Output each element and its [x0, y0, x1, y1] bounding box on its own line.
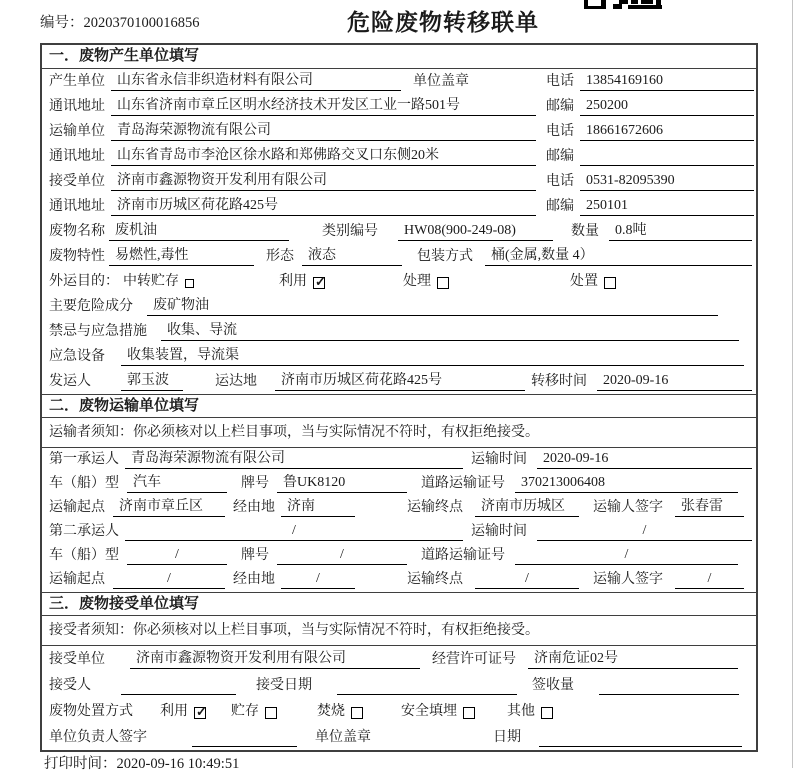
purpose-option-transfer-storage: 中转贮存 [123, 274, 179, 289]
producer-row [42, 69, 756, 94]
vehicle1-road-value: 370213006408 [515, 474, 738, 493]
carrier2-value: / [125, 522, 463, 541]
producer-seal-label: 单位盖章 [413, 74, 469, 89]
waste-props-value: 易燃性,毒性 [109, 247, 254, 266]
producer-zip-value: 250200 [580, 97, 754, 116]
doc-number-value: 2020370100016856 [83, 15, 200, 31]
vehicle2-plate-value: / [277, 546, 407, 565]
section3-notice: 接受者须知：你必须核对以上栏目事项，当与实际情况不符时，有权拒绝接受。 [42, 616, 756, 646]
producer-address-row [42, 94, 756, 119]
disposal-option-other: 其他 [507, 704, 535, 719]
page-right-edge [792, 0, 793, 768]
route1-start-label: 运输起点 [49, 500, 105, 515]
shipper-time-value: 2020-09-16 [597, 372, 752, 391]
shipper-dest-value: 济南市历城区荷花路425号 [275, 372, 525, 391]
producer-phone-value: 13854169160 [580, 72, 754, 91]
receive-address-label: 通讯地址 [49, 199, 105, 214]
receiver-value: 济南市鑫源物资开发利用有限公司 [130, 650, 420, 669]
signature-date-value [539, 728, 742, 747]
hazard-label: 主要危险成分 [49, 299, 133, 314]
shipper-dest-label: 运达地 [215, 374, 257, 389]
disposal-option-landfill: 安全填埋 [401, 704, 457, 719]
receiver-row [42, 646, 756, 672]
carrier2-row [42, 520, 756, 544]
signature-row [42, 724, 756, 750]
signature-date-label: 日期 [493, 730, 521, 745]
transport-zip-label: 邮编 [546, 149, 574, 164]
receive-unit-value: 济南市鑫源物资开发利用有限公司 [111, 172, 536, 191]
receive-address-value: 济南市历城区荷花路425号 [111, 197, 536, 216]
transport-address-row [42, 144, 756, 169]
route2-row [42, 568, 756, 592]
route1-sign-value: 张春雷 [675, 498, 744, 517]
route2-sign-value: / [675, 570, 744, 589]
receive-phone-label: 电话 [546, 174, 574, 189]
waste-props-row [42, 244, 756, 269]
carrier1-time-label: 运输时间 [471, 452, 527, 467]
route1-via-label: 经由地 [233, 500, 275, 515]
route2-via-label: 经由地 [233, 572, 275, 587]
signature-seal-label: 单位盖章 [315, 730, 371, 745]
purpose-checkbox-dispose [604, 277, 616, 289]
route2-end-label: 运输终点 [407, 572, 463, 587]
vehicle2-label: 车（船）型 [49, 548, 119, 563]
transport-unit-value: 青岛海荣源物流有限公司 [111, 122, 536, 141]
equipment-row [42, 344, 756, 369]
waste-form-label: 形态 [266, 249, 294, 264]
taboo-row [42, 319, 756, 344]
purpose-checkbox-treat [437, 277, 449, 289]
shipper-time-label: 转移时间 [531, 374, 587, 389]
equipment-label: 应急设备 [49, 349, 105, 364]
waste-qty-value: 0.8吨 [609, 222, 752, 241]
disposal-row [42, 698, 756, 724]
producer-value: 山东省永信非织造材料有限公司 [111, 72, 401, 91]
waste-category-label: 类别编号 [322, 224, 378, 239]
receiver-permit-label: 经营许可证号 [432, 652, 516, 667]
purpose-option-utilize: 利用 [279, 274, 307, 289]
carrier1-value: 青岛海荣源物流有限公司 [125, 450, 463, 469]
acceptor-date-label: 接受日期 [256, 678, 312, 693]
purpose-row [42, 269, 756, 294]
receive-unit-label: 接受单位 [49, 174, 105, 189]
vehicle1-road-label: 道路运输证号 [421, 476, 505, 491]
vehicle2-row [42, 544, 756, 568]
disposal-checkbox-storage [265, 707, 277, 719]
producer-label: 产生单位 [49, 74, 105, 89]
acceptor-row [42, 672, 756, 698]
route2-sign-label: 运输人签字 [593, 572, 663, 587]
receiver-permit-value: 济南危证02号 [528, 650, 738, 669]
route1-sign-label: 运输人签字 [593, 500, 663, 515]
transport-phone-label: 电话 [546, 124, 574, 139]
disposal-checkbox-other [541, 707, 553, 719]
transport-unit-row [42, 119, 756, 144]
disposal-checkbox-incinerate [351, 707, 363, 719]
carrier2-time-label: 运输时间 [471, 524, 527, 539]
taboo-value: 收集、导流 [161, 322, 739, 341]
hazard-row [42, 294, 756, 319]
shipper-row [42, 369, 756, 394]
acceptor-label: 接受人 [49, 678, 91, 693]
receive-address-row [42, 194, 756, 219]
route1-end-label: 运输终点 [407, 500, 463, 515]
transport-address-label: 通讯地址 [49, 149, 105, 164]
receive-zip-label: 邮编 [546, 199, 574, 214]
waste-pack-label: 包装方式 [417, 249, 473, 264]
vehicle2-road-value: / [515, 546, 738, 565]
waste-pack-value: 桶(金属,数量 4） [485, 247, 752, 266]
route1-row [42, 496, 756, 520]
print-time-label: 打印时间： [44, 756, 117, 772]
vehicle2-plate-label: 牌号 [241, 548, 269, 563]
receive-zip-value: 250101 [580, 197, 754, 216]
section1-heading: 一．废物产生单位填写 [42, 45, 756, 69]
disposal-checkbox-utilize [194, 707, 206, 719]
waste-form-value: 液态 [302, 247, 402, 266]
receive-phone-value: 0531-82095390 [580, 172, 754, 191]
hazard-value: 废矿物油 [147, 297, 718, 316]
print-time [44, 752, 239, 773]
carrier1-time-value: 2020-09-16 [537, 450, 752, 469]
print-time-value: 2020-09-16 10:49:51 [116, 756, 240, 772]
transport-address-value: 山东省青岛市李沧区徐水路和郑佛路交叉口东侧20米 [111, 147, 536, 166]
disposal-option-incinerate: 焚烧 [317, 704, 345, 719]
waste-category-value: HW08(900-249-08) [398, 222, 553, 241]
disposal-checkbox-landfill [463, 707, 475, 719]
disposal-option-storage: 贮存 [231, 704, 259, 719]
shipper-value: 郭玉波 [121, 372, 183, 391]
vehicle1-type-value: 汽车 [127, 474, 227, 493]
vehicle1-plate-label: 牌号 [241, 476, 269, 491]
acceptor-date-value [337, 676, 517, 695]
signature-label: 单位负责人签字 [49, 730, 147, 745]
producer-zip-label: 邮编 [546, 99, 574, 114]
route2-start-label: 运输起点 [49, 572, 105, 587]
acceptor-qty-label: 签收量 [532, 678, 574, 693]
route1-start-value: 济南市章丘区 [113, 498, 225, 517]
equipment-value: 收集装置，导流渠 [121, 347, 744, 366]
waste-props-label: 废物特性 [49, 249, 105, 264]
page-title: 危险废物转移联单 [347, 10, 539, 35]
transport-phone-value: 18661672606 [580, 122, 754, 141]
manifest-table [40, 43, 758, 752]
doc-number-label: 编号： [40, 15, 84, 31]
carrier2-label: 第二承运人 [49, 524, 119, 539]
purpose-checkbox-utilize [313, 277, 325, 289]
waste-qty-label: 数量 [571, 224, 599, 239]
waste-name-value: 废机油 [109, 222, 289, 241]
purpose-option-treat: 处理 [403, 274, 431, 289]
shipper-label: 发运人 [49, 374, 91, 389]
receiver-label: 接受单位 [49, 652, 105, 667]
producer-address-value: 山东省济南市章丘区明水经济技术开发区工业一路501号 [111, 97, 536, 116]
acceptor-qty-value [599, 676, 739, 695]
disposal-label: 废物处置方式 [49, 704, 133, 719]
vehicle2-type-value: / [127, 546, 227, 565]
section3-heading: 三．废物接受单位填写 [42, 592, 756, 616]
transport-zip-value [580, 147, 754, 166]
waste-name-row [42, 219, 756, 244]
waste-name-label: 废物名称 [49, 224, 105, 239]
vehicle1-plate-value: 鲁UK8120 [277, 474, 407, 493]
carrier2-time-value: / [537, 522, 752, 541]
producer-phone-label: 电话 [546, 74, 574, 89]
vehicle1-label: 车（船）型 [49, 476, 119, 491]
signature-value [192, 728, 297, 747]
route1-via-value: 济南 [281, 498, 355, 517]
route1-end-value: 济南市历城区 [475, 498, 579, 517]
acceptor-value [121, 676, 236, 695]
carrier1-row [42, 448, 756, 472]
vehicle2-road-label: 道路运输证号 [421, 548, 505, 563]
receive-unit-row [42, 169, 756, 194]
disposal-option-utilize: 利用 [160, 704, 188, 719]
transport-unit-label: 运输单位 [49, 124, 105, 139]
purpose-checkbox-transfer-storage [185, 279, 194, 288]
route2-via-value: / [281, 570, 355, 589]
route2-end-value: / [475, 570, 579, 589]
carrier1-label: 第一承运人 [49, 452, 119, 467]
purpose-label: 外运目的： [49, 274, 119, 289]
purpose-option-dispose: 处置 [570, 274, 598, 289]
producer-address-label: 通讯地址 [49, 99, 105, 114]
vehicle1-row [42, 472, 756, 496]
section2-heading: 二．废物运输单位填写 [42, 394, 756, 418]
section2-notice: 运输者须知：你必须核对以上栏目事项，当与实际情况不符时，有权拒绝接受。 [42, 418, 756, 448]
taboo-label: 禁忌与应急措施 [49, 324, 147, 339]
route2-start-value: / [113, 570, 225, 589]
